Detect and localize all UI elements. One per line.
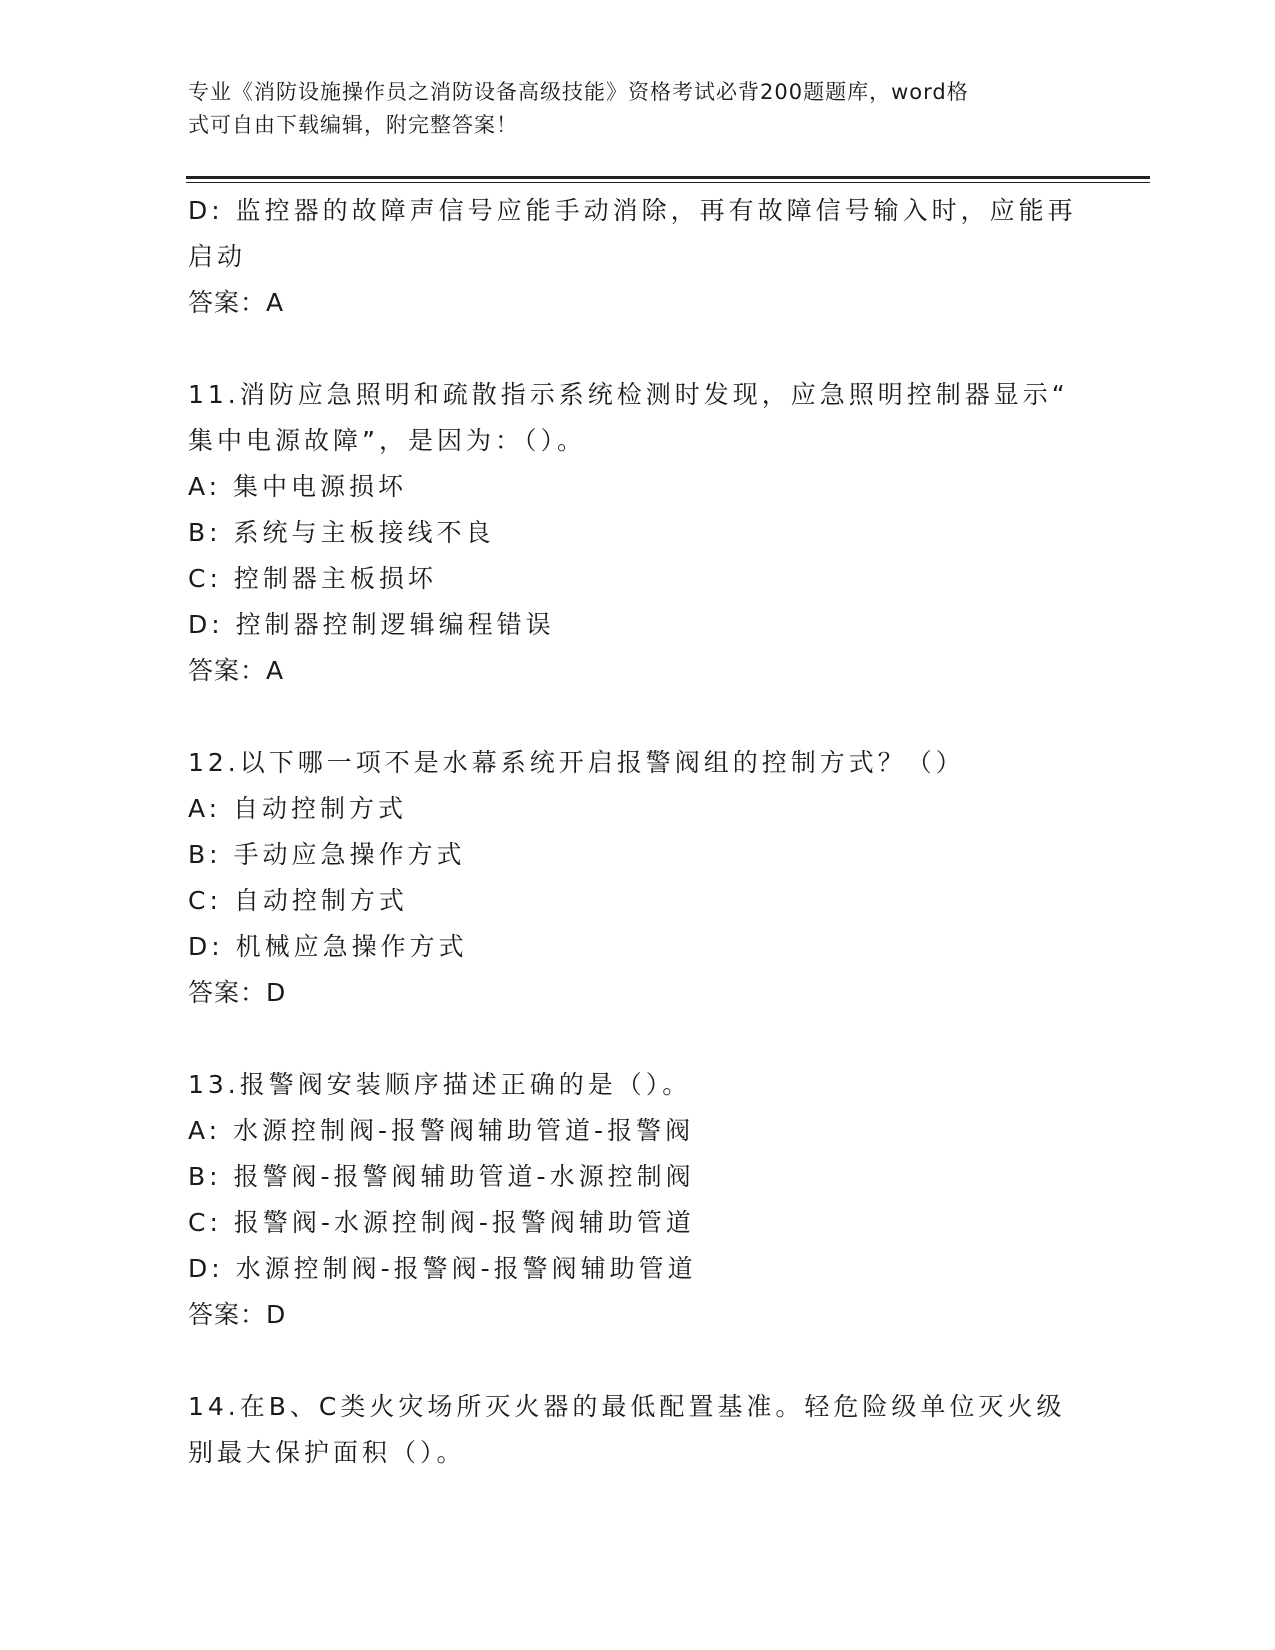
option-c: C: 控制器主板损坏	[188, 564, 437, 593]
question-stem-line-1: 14.在B、C类火灾场所灭火器的最低配置基准。轻危险级单位灭火级	[188, 1392, 1066, 1421]
option-a: A: 自动控制方式	[188, 794, 408, 823]
option-b: B: 手动应急操作方式	[188, 840, 466, 869]
option-b: B: 系统与主板接线不良	[188, 518, 495, 547]
question-12	[188, 740, 1088, 1016]
document-header	[188, 76, 1068, 142]
question-11	[188, 372, 1088, 694]
option-d-line-1: D: 监控器的故障声信号应能手动消除，再有故障信号输入时，应能再	[188, 196, 1077, 225]
question-13	[188, 1062, 1088, 1338]
question-14	[188, 1384, 1088, 1476]
option-d: D: 控制器控制逻辑编程错误	[188, 610, 555, 639]
option-d: D: 水源控制阀-报警阀-报警阀辅助管道	[188, 1254, 697, 1283]
option-d: D: 机械应急操作方式	[188, 932, 468, 961]
question-stem-line-1: 11.消防应急照明和疏散指示系统检测时发现，应急照明控制器显示“	[188, 380, 1069, 409]
answer-label: 答案：A	[188, 656, 285, 685]
spacer	[188, 1016, 1088, 1062]
question-list	[188, 188, 1088, 1476]
question-stem-line-2: 别最大保护面积（）。	[188, 1438, 466, 1467]
header-divider-thin	[186, 182, 1150, 183]
option-b: B: 报警阀-报警阀辅助管道-水源控制阀	[188, 1162, 695, 1191]
header-divider-thick	[186, 176, 1150, 179]
option-a: A: 水源控制阀-报警阀辅助管道-报警阀	[188, 1116, 695, 1145]
spacer	[188, 1338, 1088, 1384]
header-title-line-2: 式可自由下载编辑，附完整答案！	[188, 113, 518, 137]
question-stem-line-2: 集中电源故障”，是因为：（）。	[188, 426, 586, 455]
answer-label: 答案：A	[188, 288, 285, 317]
question-stem: 12.以下哪一项不是水幕系统开启报警阀组的控制方式？（）	[188, 748, 965, 777]
option-a: A: 集中电源损坏	[188, 472, 408, 501]
option-d-line-2: 启动	[188, 242, 247, 271]
option-c: C: 报警阀-水源控制阀-报警阀辅助管道	[188, 1208, 695, 1237]
option-c: C: 自动控制方式	[188, 886, 408, 915]
header-title-line-1: 专业《消防设施操作员之消防设备高级技能》资格考试必背200题题库，word格	[188, 80, 969, 104]
answer-label: 答案：D	[188, 1300, 287, 1329]
question-stem: 13.报警阀安装顺序描述正确的是（）。	[188, 1070, 692, 1099]
question-10	[188, 188, 1088, 326]
answer-label: 答案：D	[188, 978, 287, 1007]
spacer	[188, 694, 1088, 740]
spacer	[188, 326, 1088, 372]
